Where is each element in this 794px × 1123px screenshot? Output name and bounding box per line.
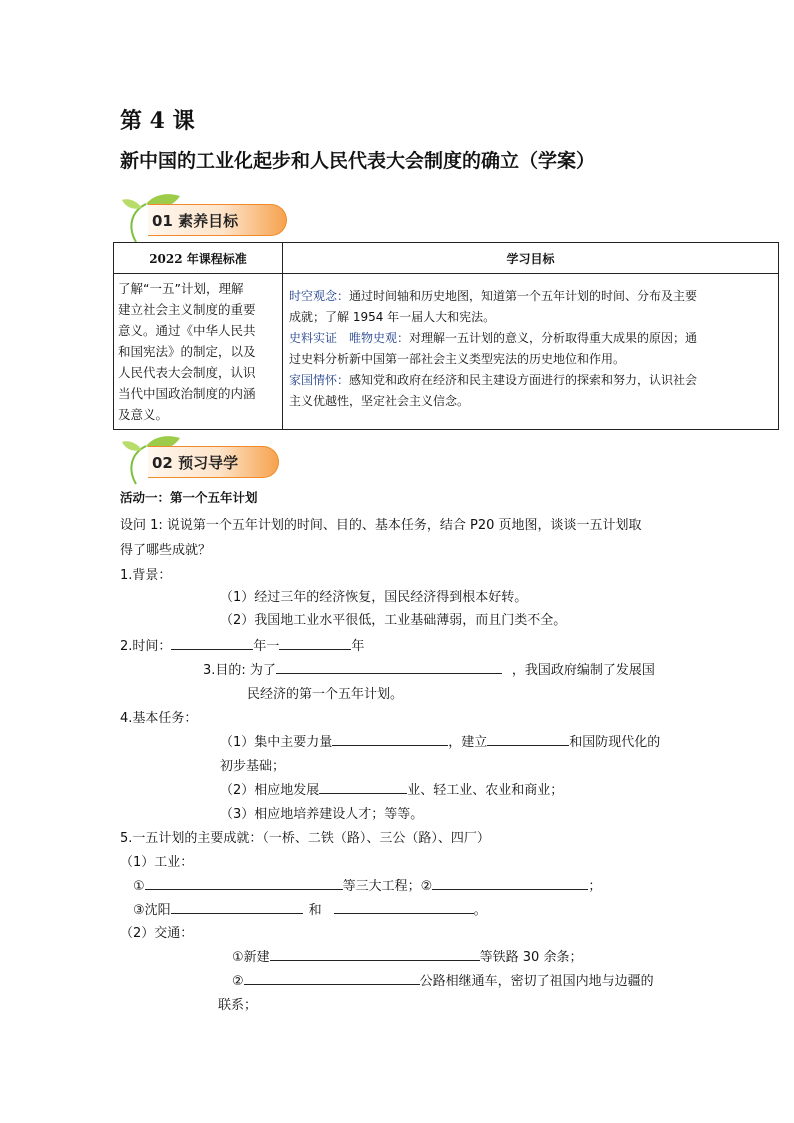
purpose-row: 3.目的: 为了 ，我国政府编制了发展国 [203,659,655,678]
objective-line: 过史料分析新中国第一部社会主义类型宪法的历史地位和作用。 [289,352,626,366]
objective-label: 史料实证 唯物史观： [289,331,410,345]
transport-row: ①新建 等铁路 30 余条； [232,946,582,965]
background-label: 1.背景： [120,568,172,583]
page-title: 新中国的工业化起步和人民代表大会制度的确立（学案） [120,150,596,172]
objective-line: 主义优越性，坚定社会主义信念。 [289,394,470,408]
industry-blank-2[interactable] [432,875,588,890]
objectives-cell [283,274,779,430]
task-row: （3）相应地培养建设人才；等等。 [220,807,424,822]
standard-cell [114,274,283,430]
standard-line: 意义。通过《中华人民共 [118,323,256,338]
industry-row: ① 等三大工程；② ； [133,875,601,894]
objective-line: 家国情怀：感知党和政府在经济和民主建设方面进行的探索和努力，认识社会 [289,373,698,387]
activity-title: 活动一：第一个五年计划 [120,490,258,505]
purpose-line2: 民经济的第一个五年计划。 [247,687,404,702]
transport-line2: 联系； [218,998,258,1013]
lesson-number: 第 4 课 [120,108,195,134]
table-header-objectives: 学习目标 [283,243,779,274]
section-banner-goals [122,198,290,232]
time-start-blank[interactable] [171,635,253,650]
task-build-blank[interactable] [487,731,569,746]
standard-line: 当代中国政治制度的内涵 [118,386,256,401]
standard-line: 人民代表大会制度，认识 [118,365,256,380]
goals-table [113,242,779,430]
achievement-label: 5.一五计划的主要成就：（一桥、二铁（路）、三公（路）、四厂） [120,831,490,846]
industry-blank-4[interactable] [334,899,474,914]
transport-row: ② 公路相继通车，密切了祖国内地与边疆的 [232,970,654,989]
transport-label: （2）交通： [120,926,194,941]
task-row: （2）相应地发展 业、轻工业、农业和商业； [220,779,563,798]
industry-blank-3[interactable] [171,899,303,914]
industry-blank-1[interactable] [145,875,343,890]
section-banner-preview [122,440,282,474]
task-develop-blank[interactable] [319,779,407,794]
objective-label: 时空观念： [289,289,350,303]
objective-line: 时空观念：通过时间轴和历史地图，知道第一个五年计划的时间、分布及主要 [289,289,698,303]
question-line: 设问 1: 说说第一个五年计划的时间、目的、基本任务，结合 P20 页地图，谈谈一五计划取 [120,518,642,533]
time-row: 2.时间： 年一 年 [120,635,364,654]
transport-blank-1[interactable] [270,946,480,961]
purpose-blank[interactable] [276,659,502,674]
standard-line: 建立社会主义制度的重要 [118,302,256,317]
objective-line: 成就；了解 1954 年一届人大和宪法。 [289,310,496,324]
task-line2: 初步基础； [220,759,286,774]
task-row: （1）集中主要力量 ，建立 和国防现代化的 [220,731,660,750]
objective-label: 家国情怀： [289,373,350,387]
standard-line: 及意义。 [118,407,169,422]
section-title-preview: 02 预习导学 [152,454,239,472]
table-header-standard: 2022 年课程标准 [114,243,283,274]
transport-blank-2[interactable] [244,970,420,985]
time-end-blank[interactable] [279,635,351,650]
industry-label: （1）工业： [120,855,194,870]
section-title-goals: 01 素养目标 [152,212,239,230]
objective-line: 史料实证 唯物史观：对理解一五计划的意义，分析取得重大成果的原因；通 [289,331,698,345]
question-line: 得了哪些成就？ [120,543,212,558]
background-item: （2）我国地工业水平很低，工业基础薄弱，而且门类不全。 [220,613,567,628]
standard-line: 和国宪法》的制定，以及 [118,344,256,359]
standard-line: 了解“一五”计划，理解 [118,281,244,296]
task-main-blank[interactable] [332,731,448,746]
task-label: 4.基本任务： [120,711,198,726]
industry-row: ③沈阳 和 。 [133,899,487,918]
background-item: （1）经过三年的经济恢复，国民经济得到根本好转。 [220,590,528,605]
